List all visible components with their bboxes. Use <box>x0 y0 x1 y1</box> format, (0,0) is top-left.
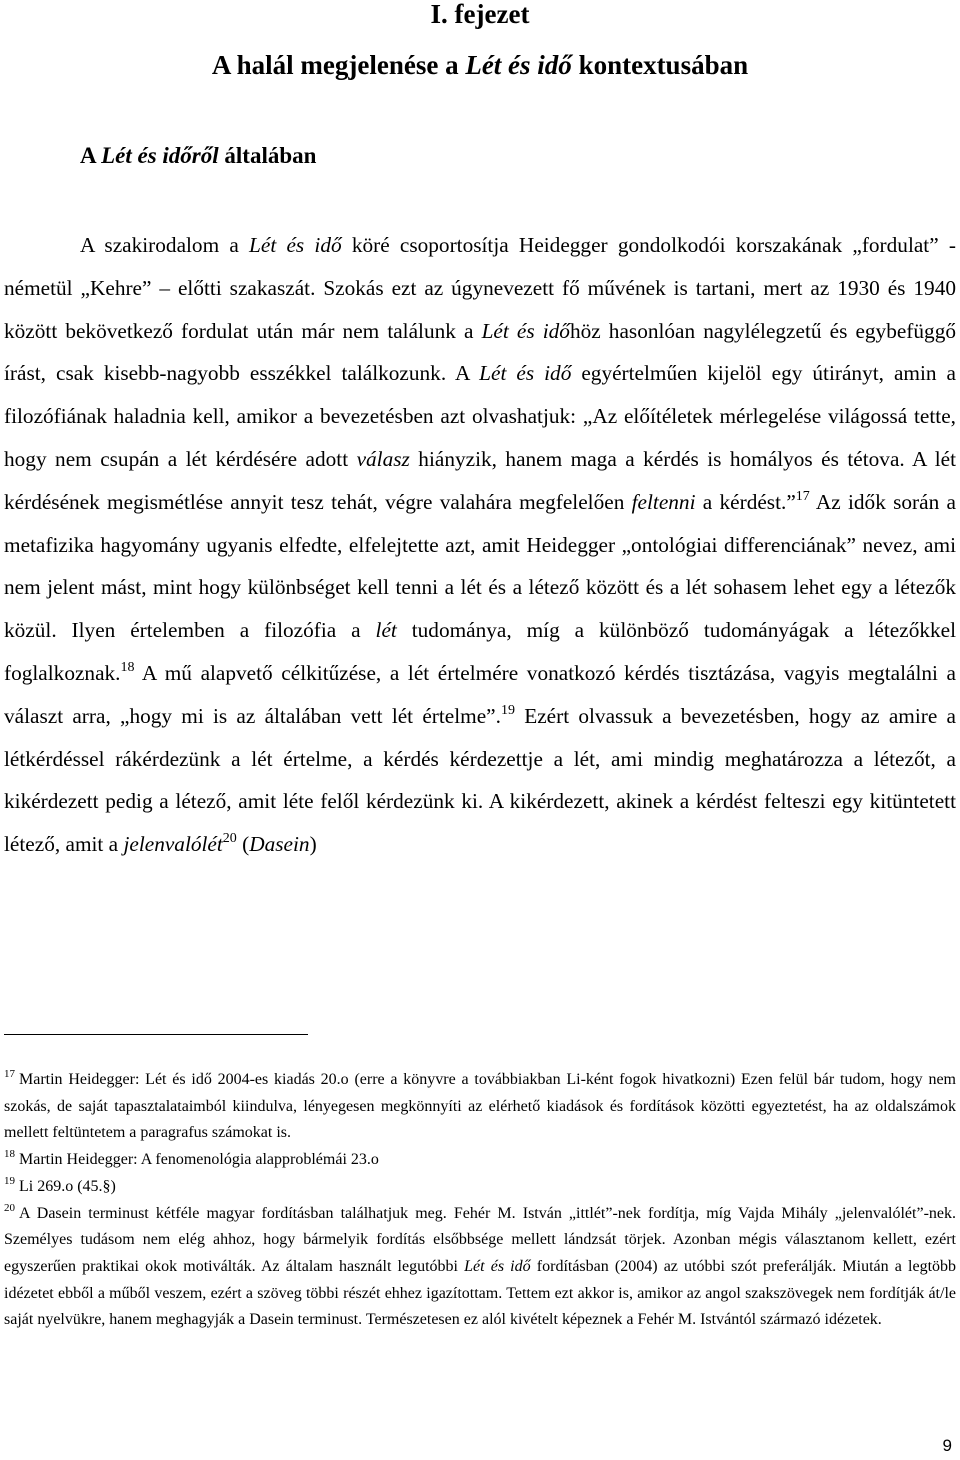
text-run: A szakirodalom a <box>80 233 250 257</box>
text-run: Ezért olvassuk a bevezetésben, hogy az amire a létkérdéssel rákérdezünk a lét értelme, a kérdés kérdezettje a lét, ami mindig meghatározza a létezőt, a kikérdezett pedig a létező, amit léte felől kérdezünk ki. A kikérdezett, akinek a kérdést felteszi egy kitüntetett létező, amit a <box>4 703 956 857</box>
italic-run: jelenvalólét <box>123 832 223 857</box>
text-run: a kérdést.” <box>695 489 796 514</box>
text-run: Az idők során a metafizika hagyomány ugyanis elfedte, elfelejtette azt, amit Heidegger „ontológiai differenciának” nevez, ami nem jelent mást, mint hogy különbséget kell tenni a lét és a létező között és a lét sohasem lehet egy a létezők közül. Ilyen értelemben a filozófia a <box>4 489 956 643</box>
footnote-17 <box>4 1067 956 1147</box>
heading-text-end: általában <box>218 143 317 168</box>
footnote-ref-20[interactable]: 20 <box>222 831 237 847</box>
body-paragraph <box>4 224 956 866</box>
footnote-number: 17 <box>4 1068 15 1080</box>
footnote-divider <box>4 1034 308 1035</box>
italic-run: Lét és idő <box>479 361 572 386</box>
footnote-text: fordításban (2004) az utóbbi szót preferálják. Miután a legtöbb idézetet ebből a műből veszem, ezért a szöveg többi részét ehhez igazítottam. Tettem ezt akkor is, amikor az angol szakszövegek nem fordítják át/le saját nyelvükre, hanem meghagyják a Dasein terminust. Természetesen ez alól kivételt képeznek a Fehér M. Istvántól származó idézetek. <box>4 1257 957 1329</box>
chapter-title: I. fejezet <box>430 0 530 29</box>
section-heading <box>80 141 316 171</box>
footnote-18 <box>4 1147 956 1174</box>
text-run: tudománya, míg a különböző tudományágak a létezőkkel foglalkoznak. <box>4 618 957 685</box>
footnote-number: 19 <box>4 1174 15 1187</box>
subtitle-text: A halál megjelenése a <box>211 50 466 80</box>
footnote-text: Martin Heidegger: Lét és idő 2004-es kiadás 20.o (erre a könyvre a továbbiakban Li-ként fogok hivatkozni) Ezen felül bár tudom, hogy nem szokás, de saját tapasztalataimból kiindulva, lényegesen megkönnyíti az elérhető kiadások és fordítások közötti egyeztetést, ha az oldalszámok mellett feltüntetem a paragrafus számokat is. <box>4 1071 956 1142</box>
text-run: ( <box>236 832 250 857</box>
text-run: höz hasonlóan nagylélegzetű és egybefüggő írást, csak kisebb-nagyobb esszékkel találkozunk. A <box>4 318 956 386</box>
italic-run: Lét és idő <box>481 318 570 343</box>
footnote-text: A Dasein terminust kétféle magyar fordításban találhatjuk meg. Fehér M. István „ittlét”-nek fordítja, míg Vajda Mihály „jelenvalólét”-nek. Személyes tudásom nem elég ahhoz, hogy bármelyik fordítás elsőbbsége mellett lándzsát törjek. Azonban mégis választanom kellett, ezért egyszerűen praktikai okok motiválták. Az általam használt legutóbbi <box>4 1204 956 1275</box>
heading-work-title: Lét és időről <box>101 143 219 168</box>
footnotes <box>4 1067 956 1334</box>
page-number: 9 <box>942 1436 952 1455</box>
text-run: köré csoportosítja Heidegger gondolkodói korszakának „fordulat” - németül „Kehre” – előtti szakaszát. Szokás ezt az úgynevezett fő művének is tartani, mert az 1930 és 1940 között bekövetkező fordulat után már nem találunk a <box>4 233 956 343</box>
footnote-ref-17[interactable]: 17 <box>795 488 810 504</box>
italic-run: lét <box>375 618 397 643</box>
subtitle-text-end: kontextusában <box>571 50 749 80</box>
text-run: egyértelműen kijelöl egy útirányt, amin a filozófiának haladnia kell, amikor a bevezetésben azt olvashatjuk: „Az előítéletek mérlegelése világossá tette, hogy nem csupán a lét kérdésére adott <box>4 361 956 471</box>
footnote-19 <box>4 1174 956 1201</box>
footnote-text: Martin Heidegger: A fenomenológia alapproblémái 23.o <box>19 1151 379 1169</box>
italic-run: Lét és idő <box>249 233 342 257</box>
italic-run: Dasein <box>249 832 310 857</box>
heading-text: A <box>80 143 102 168</box>
footnote-number: 20 <box>4 1201 15 1214</box>
text-run: ) <box>309 832 317 857</box>
text-run: A mű alapvető célkitűzése, a lét értelmére vonatkozó kérdés tisztázása, vagyis megtalálni a választ arra, „hogy mi is az általában vett lét értelme”. <box>4 660 956 728</box>
chapter-subtitle <box>0 47 960 83</box>
italic-run: válasz <box>356 446 410 471</box>
italic-run: feltenni <box>631 489 696 514</box>
subtitle-work-title: Lét és idő <box>465 50 572 80</box>
footnote-20 <box>4 1201 956 1335</box>
footnote-number: 18 <box>4 1148 15 1161</box>
footnote-ref-19[interactable]: 19 <box>500 702 515 718</box>
text-run: hiányzik, hanem maga a kérdés is homályos és tétova. A lét kérdésének megismétlése annyit tesz tehát, végre valahára megfelelően <box>4 446 956 514</box>
footnote-ref-18[interactable]: 18 <box>120 659 135 675</box>
footnote-italic: Lét és idő <box>464 1257 531 1275</box>
footnote-text: Li 269.o (45.§) <box>19 1177 116 1195</box>
